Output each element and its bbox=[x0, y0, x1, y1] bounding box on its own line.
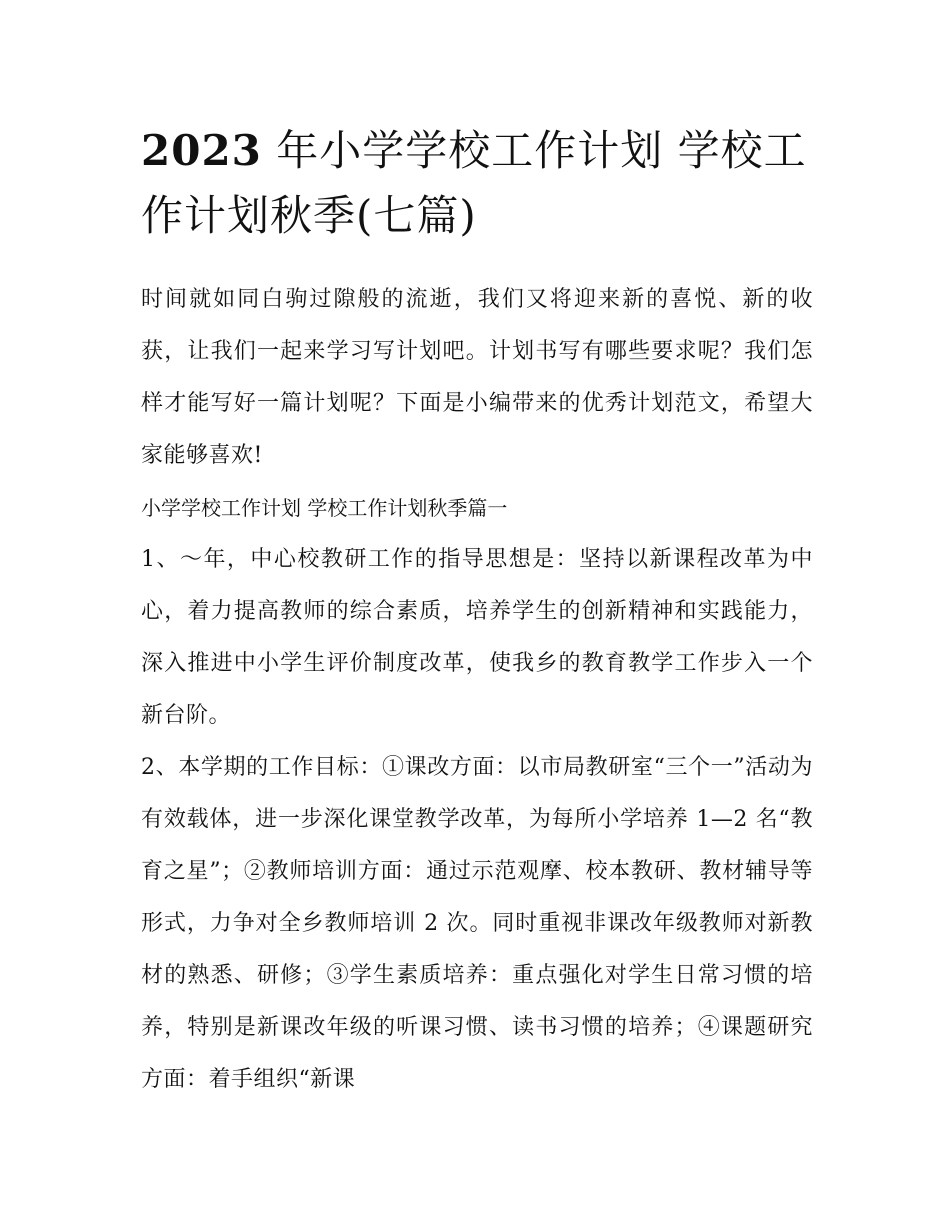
document-content bbox=[141, 118, 813, 1106]
paragraph-2: 2、本学期的工作目标：①课改方面：以市局教研室“三个一”活动为有效载体，进一步深化课堂教学改革，为每所小学培养 1—2 名“教育之星”；②教师培训方面：通过示范观摩、校本教研、教材辅导等形式，力争对全乡教师培训 2 次。同时重视非课改年级教师对新教材的熟悉、研修；③学生素质培养：重点强化对学生日常习惯的培养，特别是新课改年级的听课习惯、读书习惯的培养；④课题研究方面：着手组织“新课 bbox=[141, 755, 813, 1092]
title-year: 2023 bbox=[141, 126, 262, 175]
page-title bbox=[141, 118, 813, 248]
document-body bbox=[141, 274, 813, 1106]
intro-paragraph: 时间就如同白驹过隙般的流逝，我们又将迎来新的喜悦、新的收获，让我们一起来学习写计划吧。计划书写有哪些要求呢？我们怎样才能写好一篇计划呢？下面是小编带来的优秀计划范文，希望大家能够喜欢! bbox=[141, 287, 813, 468]
title-text: 年小学学校工作计划 学校工作计划秋季(七篇) bbox=[141, 126, 807, 240]
section-heading: 小学学校工作计划 学校工作计划秋季篇一 bbox=[141, 496, 508, 520]
paragraph-1: 1、～年，中心校教研工作的指导思想是：坚持以新课程改革为中心，着力提高教师的综合素质，培养学生的创新精神和实践能力，深入推进中小学生评价制度改革，使我乡的教育教学工作步入一个新台阶。 bbox=[141, 547, 813, 728]
